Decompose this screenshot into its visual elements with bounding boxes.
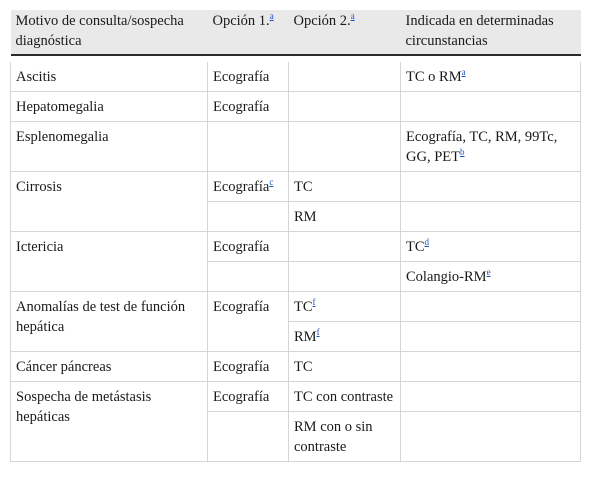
cell-opcion1 <box>208 262 289 292</box>
footnote-link[interactable]: f <box>316 327 320 337</box>
header-opcion2 <box>289 10 401 55</box>
cell-motivo: Anomalías de test de función hepática <box>11 292 208 352</box>
header-motivo <box>11 10 208 55</box>
table-header <box>11 10 581 55</box>
footnote-link[interactable]: a <box>350 11 355 21</box>
header-opcion1-label: Opción 1. <box>212 13 270 29</box>
cell-motivo: Esplenomegalia <box>11 122 208 172</box>
cell-opcion1: Ecografía <box>208 352 289 382</box>
cell-indicada <box>401 202 581 232</box>
cell-opcion2: RM$^f$ <box>289 322 401 352</box>
cell-opcion2: TC <box>289 172 401 202</box>
footnote-link[interactable]: a <box>269 11 274 21</box>
cell-opcion1: Ecografía <box>208 232 289 262</box>
cell-motivo: Cáncer páncreas <box>11 352 208 382</box>
cell-indicada <box>401 172 581 202</box>
table-row <box>11 122 581 172</box>
cell-indicada: TC o RM$^a$ <box>401 62 581 92</box>
cell-indicada <box>401 382 581 412</box>
table-container <box>10 10 580 462</box>
cell-indicada <box>401 92 581 122</box>
table-row <box>11 232 581 262</box>
cell-opcion2 <box>289 122 401 172</box>
cell-opcion1: Ecografía <box>208 92 289 122</box>
header-opcion1 <box>208 10 289 55</box>
header-row <box>11 10 581 55</box>
cell-indicada: TC$^d$ <box>401 232 581 262</box>
diagnostic-imaging-table <box>10 10 581 462</box>
table-row <box>11 352 581 382</box>
cell-motivo: Hepatomegalia <box>11 92 208 122</box>
cell-motivo: Cirrosis <box>11 172 208 232</box>
footnote-link[interactable]: b <box>459 147 465 157</box>
cell-opcion1: Ecografía <box>208 292 289 352</box>
cell-motivo: Ascitis <box>11 62 208 92</box>
cell-indicada <box>401 352 581 382</box>
cell-motivo: Ictericia <box>11 232 208 292</box>
cell-indicada <box>401 292 581 322</box>
cell-opcion1 <box>208 122 289 172</box>
cell-opcion1 <box>208 202 289 232</box>
cell-opcion1: Ecografía <box>208 62 289 92</box>
cell-indicada: Colangio-RM$^e$ <box>401 262 581 292</box>
table-row <box>11 92 581 122</box>
footnote-link[interactable]: d <box>424 237 430 247</box>
footnote-link[interactable]: e <box>486 267 491 277</box>
cell-opcion1: Ecografía$^c$ <box>208 172 289 202</box>
footnote-link[interactable]: c <box>269 177 274 187</box>
table-row <box>11 382 581 412</box>
cell-opcion2 <box>289 62 401 92</box>
cell-opcion2: RM <box>289 202 401 232</box>
cell-motivo: Sospecha de metástasis hepáticas <box>11 382 208 462</box>
table-row <box>11 172 581 202</box>
cell-opcion2: TC con contraste <box>289 382 401 412</box>
header-indicada-label: Indicada en determinadas circunstancias <box>405 13 554 49</box>
header-opcion2-label: Opción 2. <box>293 13 351 29</box>
footnote-link[interactable]: a <box>461 67 466 77</box>
cell-opcion2 <box>289 92 401 122</box>
cell-opcion2: TC <box>289 352 401 382</box>
cell-indicada: Ecografía, TC, RM, 99Tc, GG, PET$^b$ <box>401 122 581 172</box>
header-motivo-label: Motivo de consulta/sospecha diagnóstica <box>15 13 184 49</box>
table-body <box>11 55 581 462</box>
cell-opcion1 <box>208 412 289 462</box>
cell-opcion1: Ecografía <box>208 382 289 412</box>
table-row <box>11 62 581 92</box>
cell-opcion2 <box>289 232 401 262</box>
cell-opcion2 <box>289 262 401 292</box>
header-indicada <box>401 10 581 55</box>
footnote-link[interactable]: f <box>312 297 316 307</box>
cell-indicada <box>401 412 581 462</box>
header-spacer <box>11 55 581 62</box>
cell-opcion2: RM con o sin contraste <box>289 412 401 462</box>
cell-opcion2: TC$^f$ <box>289 292 401 322</box>
cell-indicada <box>401 322 581 352</box>
table-row <box>11 292 581 322</box>
